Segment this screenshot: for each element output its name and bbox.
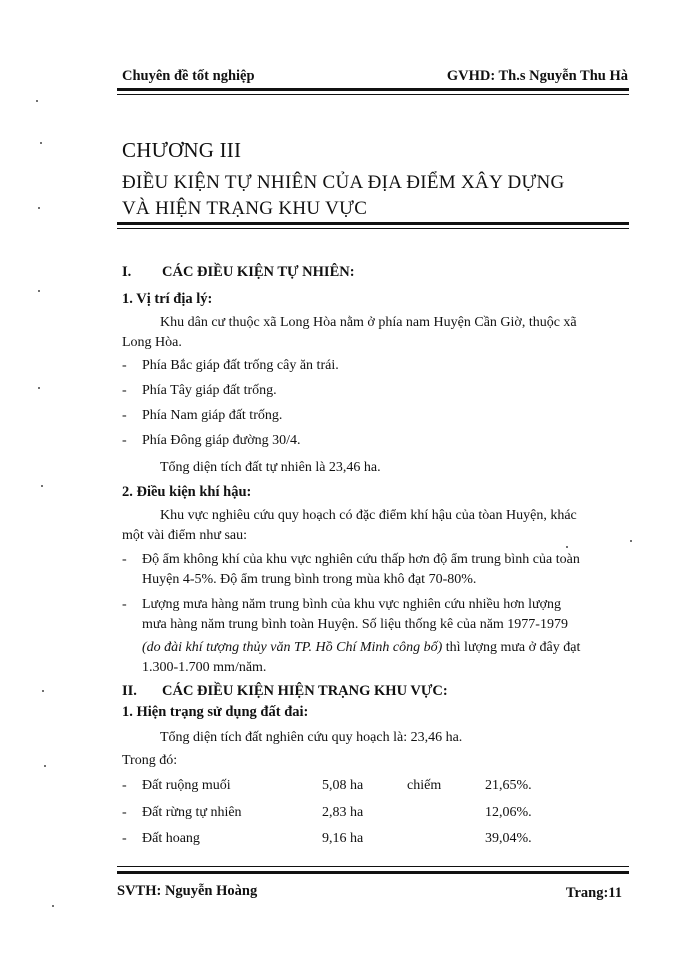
list-item-continued: 1.300-1.700 mm/năm.: [142, 660, 267, 675]
bullet-dash: -: [122, 805, 127, 820]
section-number: II.: [122, 683, 137, 699]
citation-continuation: thì lượng mưa ở đây đạt: [442, 640, 581, 655]
footer-left: SVTH: Nguyễn Hoàng: [117, 883, 258, 899]
list-item-continued: Huyện 4-5%. Độ ẩm trung bình trong mùa khô đạt 70-80%.: [142, 572, 477, 587]
chapter-rule-thin: [117, 228, 629, 229]
list-item: Phía Nam giáp đất trống.: [142, 408, 283, 423]
paragraph-line: một vài điểm như sau:: [122, 528, 248, 543]
scan-speck: [38, 387, 40, 389]
bullet-dash: -: [122, 831, 127, 846]
bullet-dash: -: [122, 383, 127, 398]
bullet-dash: -: [122, 778, 127, 793]
chapter-rule: [117, 222, 629, 225]
land-percent: 12,06%.: [485, 805, 532, 820]
paragraph-line: Long Hòa.: [122, 335, 182, 350]
land-type: Đất hoang: [142, 831, 200, 846]
paragraph-line: Khu dân cư thuộc xã Long Hòa nằm ở phía nam Huyện Cần Giờ, thuộc xã: [160, 315, 577, 330]
bullet-dash: -: [122, 552, 127, 567]
scan-speck: [630, 540, 632, 542]
land-type: Đất ruộng muối: [142, 778, 231, 793]
list-item-continued: [142, 638, 580, 658]
header-left: Chuyên đề tốt nghiệp: [122, 68, 255, 84]
footer-rule: [117, 871, 629, 874]
list-item-continued: mưa hàng năm trung bình toàn Huyện. Số liệu thống kê của năm 1977-1979: [142, 617, 568, 632]
section-title: CÁC ĐIỀU KIỆN TỰ NHIÊN:: [162, 264, 355, 280]
scan-speck: [52, 905, 54, 907]
land-area: 9,16 ha: [322, 831, 364, 846]
footer-rule-thin: [117, 866, 629, 867]
paragraph-line: Tổng diện tích đất nghiên cứu quy hoạch là: 23,46 ha.: [160, 730, 463, 745]
list-item: Phía Tây giáp đất trống.: [142, 383, 277, 398]
scan-speck: [566, 546, 568, 548]
land-area: 5,08 ha: [322, 778, 364, 793]
header-right: GVHD: Th.s Nguyễn Thu Hà: [446, 68, 628, 84]
bullet-dash: -: [122, 408, 127, 423]
land-percent: 21,65%.: [485, 778, 532, 793]
land-area: 2,83 ha: [322, 805, 364, 820]
chapter-number: CHƯƠNG III: [122, 138, 242, 162]
bullet-dash: -: [122, 433, 127, 448]
land-share-word: chiếm: [407, 778, 442, 793]
land-type: Đất rừng tự nhiên: [142, 805, 242, 820]
page-number: Trang:11: [565, 885, 622, 901]
section-number: I.: [122, 264, 132, 280]
scan-speck: [38, 207, 40, 209]
chapter-title-line2: VÀ HIỆN TRẠNG KHU VỰC: [122, 198, 368, 219]
header-rule: [117, 88, 629, 91]
scan-speck: [41, 485, 43, 487]
land-percent: 39,04%.: [485, 831, 532, 846]
scan-speck: [42, 690, 44, 692]
list-item: Phía Đông giáp đường 30/4.: [142, 433, 301, 448]
bullet-dash: -: [122, 597, 127, 612]
scan-speck: [36, 100, 38, 102]
paragraph-line: Trong đó:: [122, 753, 178, 768]
subsection-title: 1. Vị trí địa lý:: [122, 291, 213, 307]
subsection-title: 2. Điều kiện khí hậu:: [122, 484, 252, 500]
chapter-title-line1: ĐIỀU KIỆN TỰ NHIÊN CỦA ĐỊA ĐIỂM XÂY DỰNG: [122, 172, 565, 193]
subsection-title: 1. Hiện trạng sử dụng đất đai:: [122, 704, 309, 720]
scan-speck: [40, 142, 42, 144]
scan-speck: [44, 765, 46, 767]
header-rule-thin: [117, 94, 629, 95]
bullet-dash: -: [122, 358, 127, 373]
list-item: Lượng mưa hàng năm trung bình của khu vực nghiên cứu nhiều hơn lượng: [142, 597, 562, 612]
list-item: Độ ẩm không khí của khu vực nghiên cứu thấp hơn độ ẩm trung bình của toàn: [142, 552, 580, 567]
scan-speck: [38, 290, 40, 292]
list-item: Phía Bắc giáp đất trống cây ăn trái.: [142, 358, 339, 373]
source-citation: (do đài khí tượng thủy văn TP. Hồ Chí Minh công bố): [142, 640, 443, 655]
section-title: CÁC ĐIỀU KIỆN HIỆN TRẠNG KHU VỰC:: [162, 683, 448, 699]
paragraph-line: Tổng diện tích đất tự nhiên là 23,46 ha.: [160, 460, 381, 475]
paragraph-line: Khu vực nghiêu cứu quy hoạch có đặc điểm khí hậu của tòan Huyện, khác: [160, 508, 577, 523]
